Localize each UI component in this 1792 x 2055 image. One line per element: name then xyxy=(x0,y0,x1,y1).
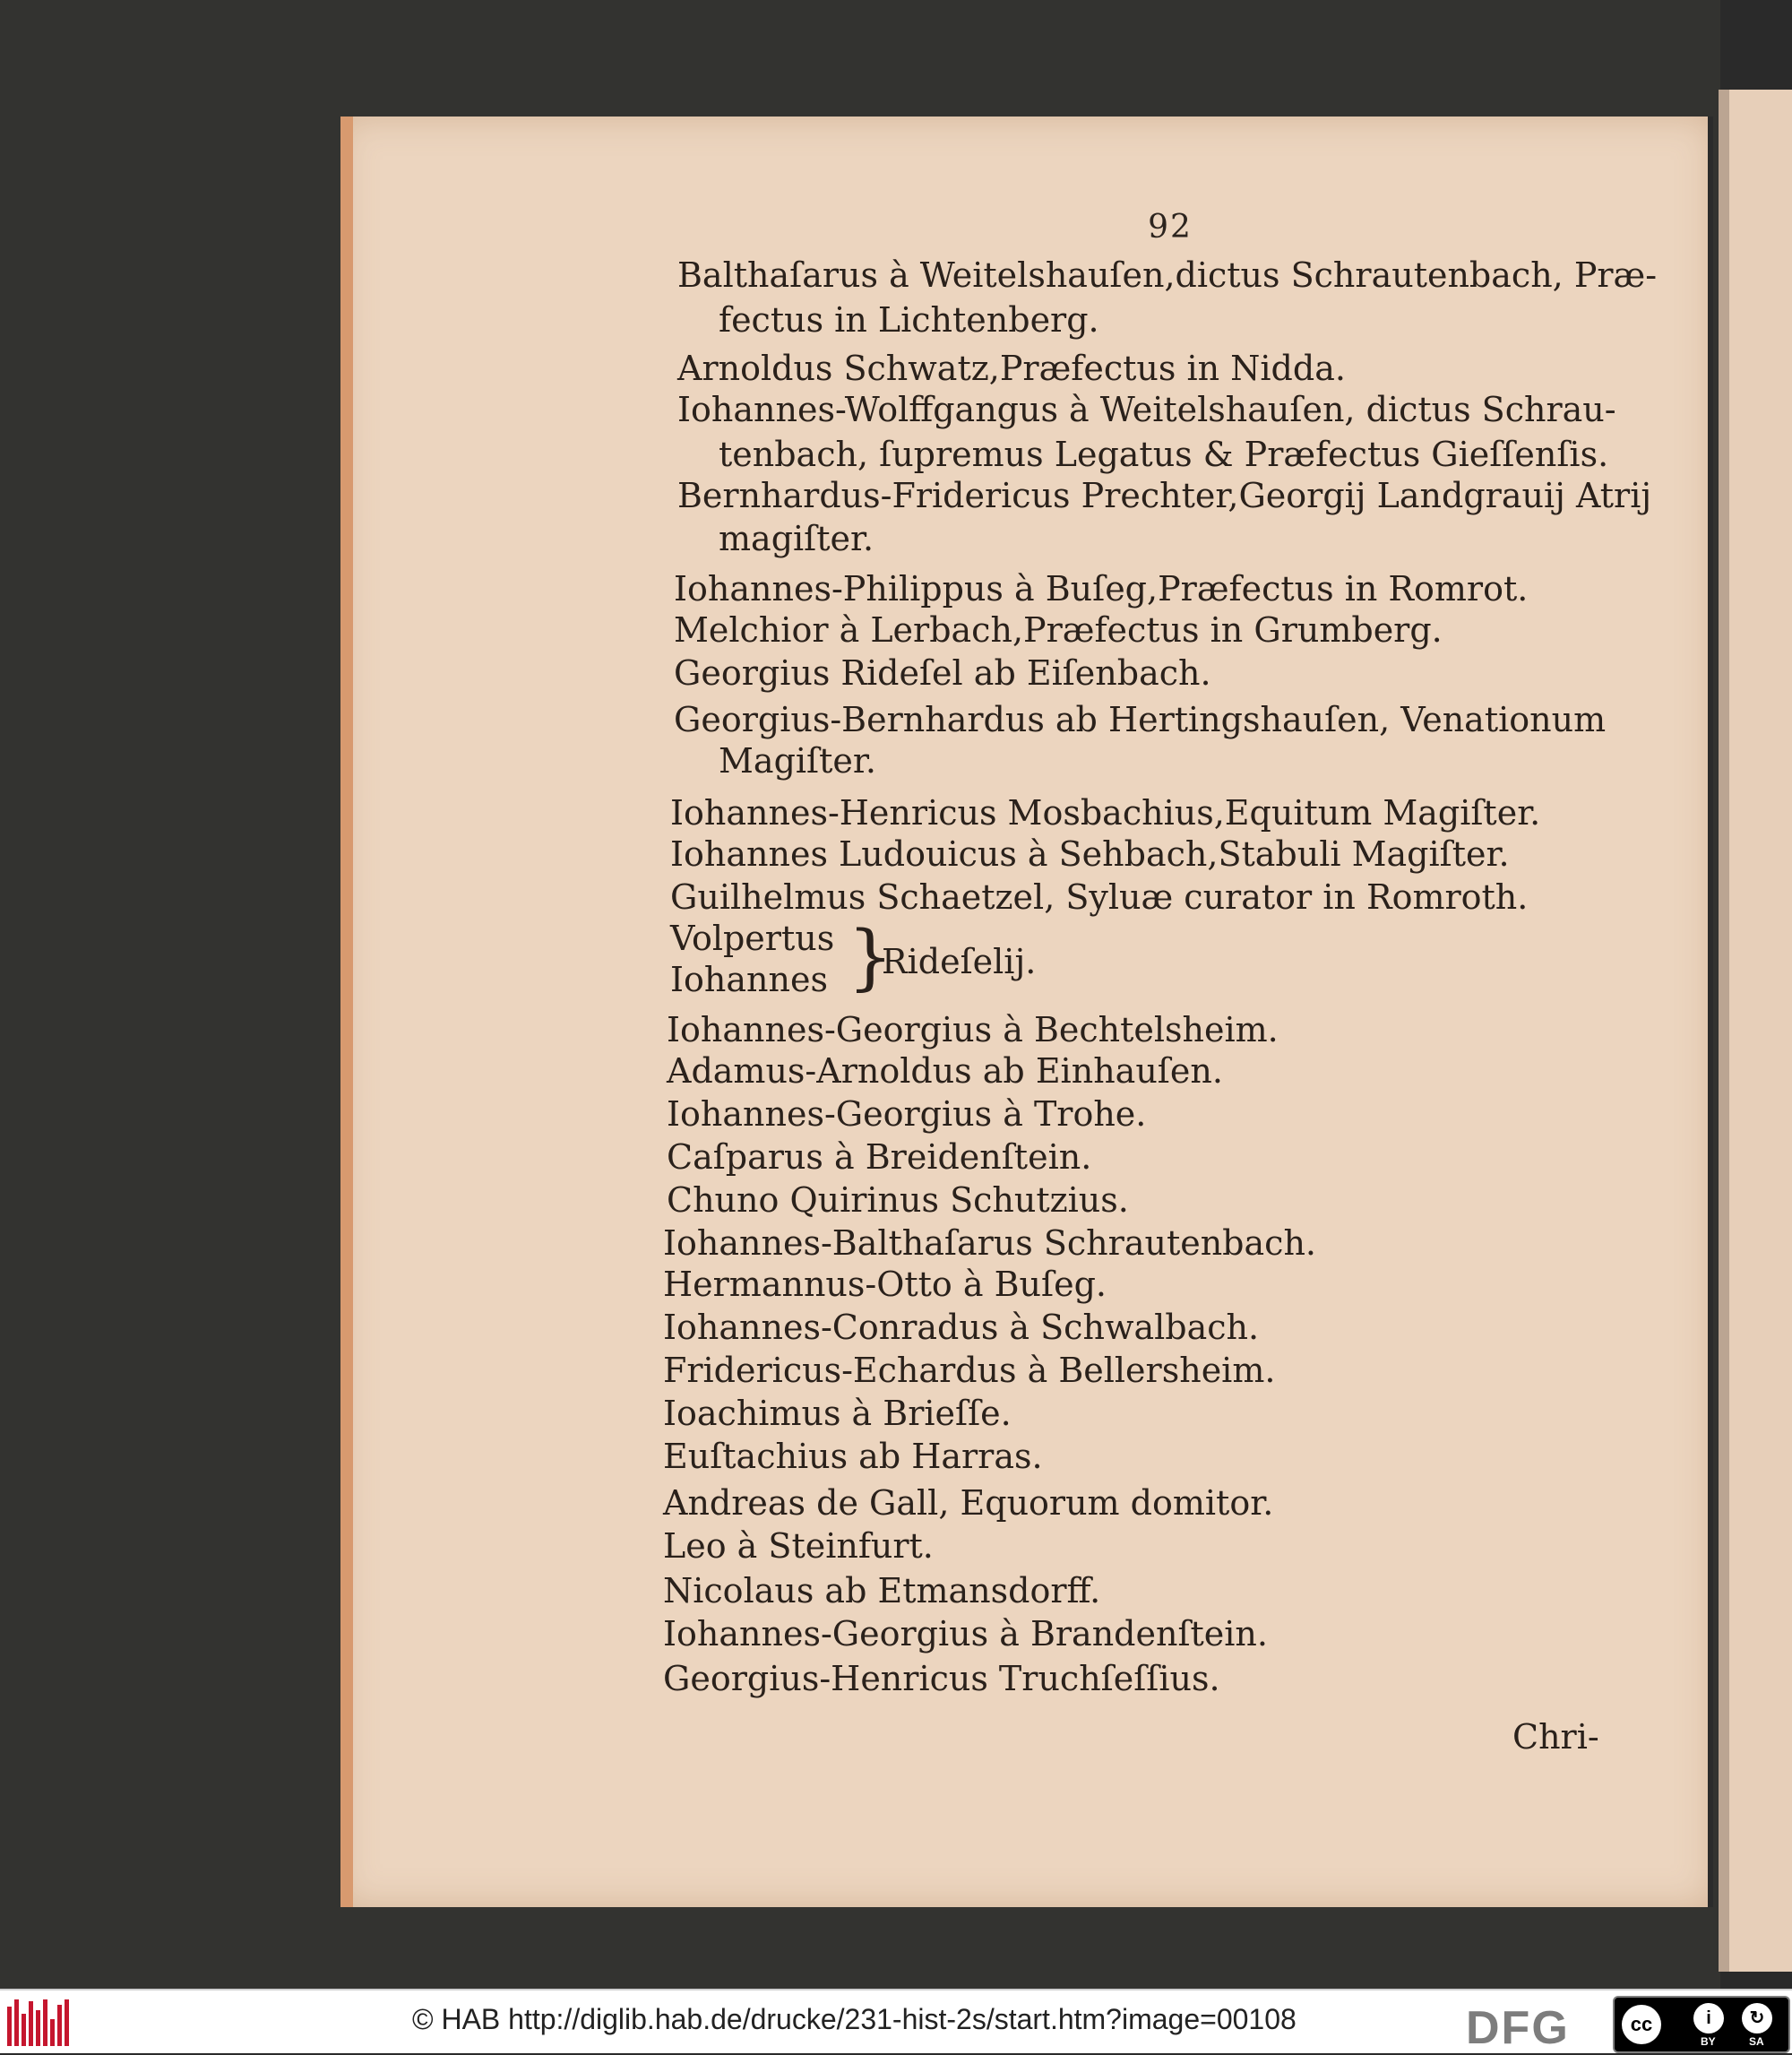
entry-line: Bernhardus-Fridericus Prechter,Georgij Landgrauij Atrij xyxy=(677,476,1652,515)
entry-line: Georgius Rideſel ab Eiſenbach. xyxy=(674,653,1211,693)
curly-brace: } xyxy=(848,915,893,998)
entry-line: Caſparus à Breidenſtein. xyxy=(667,1137,1092,1177)
bracketed-entry xyxy=(670,915,1136,1007)
entry-line: Chuno Quirinus Schutzius. xyxy=(667,1180,1129,1220)
entry-line: Iohannes-Georgius à Trohe. xyxy=(667,1094,1147,1134)
entry-line: Iohannes-Georgius à Bechtelsheim. xyxy=(667,1010,1279,1049)
entry-line: Arnoldus Schwatz,Præfectus in Nidda. xyxy=(677,349,1346,388)
entry-line: Iohannes-Conradus à Schwalbach. xyxy=(663,1308,1260,1347)
source-url-link[interactable]: © HAB http://diglib.hab.de/drucke/231-hist-2s/start.htm?image=00108 xyxy=(412,2003,1297,2035)
entry-line: tenbach, ſupremus Legatus & Præfectus Gieſſenſis. xyxy=(719,435,1609,474)
entry-line: Ioachimus à Brieſſe. xyxy=(663,1394,1012,1433)
entry-line: Iohannes-Wolffgangus à Weitelshauſen, dictus Schrau- xyxy=(677,390,1616,429)
entry-line: fectus in Lichtenberg. xyxy=(719,300,1099,340)
hab-barcode-logo-icon xyxy=(7,1999,75,2046)
entry-line: Iohannes Ludouicus à Sehbach,Stabuli Magiſter. xyxy=(670,834,1510,874)
entry-line: Andreas de Gall, Equorum domitor. xyxy=(663,1483,1274,1523)
page-number: 92 xyxy=(1148,209,1193,246)
bracket-name: Volpertus xyxy=(670,919,835,958)
entry-line: Iohannes-Balthaſarus Schrautenbach. xyxy=(663,1223,1316,1263)
entry-line: Guilhelmus Schaetzel, Syluæ curator in Romroth. xyxy=(670,877,1529,917)
by-label: BY xyxy=(1701,2035,1716,2048)
entry-line: Hermannus-Otto à Buſeg. xyxy=(663,1265,1107,1304)
entry-line: Fridericus-Echardus à Bellersheim. xyxy=(663,1351,1276,1390)
dfg-logo: DFG xyxy=(1466,2002,1570,2054)
entry-line: Melchior à Lerbach,Præfectus in Grumberg. xyxy=(674,610,1443,650)
entry-line: Adamus-Arnoldus ab Einhauſen. xyxy=(667,1051,1223,1091)
cc-license-badge[interactable] xyxy=(1613,1996,1790,2053)
entry-line: Balthaſarus à Weitelshauſen,dictus Schrautenbach, Præ- xyxy=(677,255,1658,295)
sa-icon: ↻ xyxy=(1742,2003,1772,2033)
entry-line: Iohannes-Philippus à Buſeg,Præfectus in Romrot. xyxy=(674,569,1529,609)
by-icon: i xyxy=(1693,2003,1724,2033)
footer-bar xyxy=(0,1989,1792,2053)
catchword: Chri- xyxy=(1512,1717,1599,1757)
entry-line: Magiſter. xyxy=(719,741,876,781)
entry-line: Nicolaus ab Etmansdorff. xyxy=(663,1571,1101,1610)
entry-line: Leo à Steinfurt. xyxy=(663,1526,934,1566)
bracket-name: Iohannes xyxy=(670,960,828,999)
entry-line: Iohannes-Georgius à Brandenſtein. xyxy=(663,1614,1268,1653)
bracketed-names xyxy=(670,918,834,1000)
entry-line: Georgius-Henricus Truchſeſſius. xyxy=(663,1659,1220,1698)
cc-icon: cc xyxy=(1622,2005,1661,2044)
bracket-shared-surname: Rideſelij. xyxy=(882,942,1037,981)
entry-line: Georgius-Bernhardus ab Hertingshauſen, Venationum xyxy=(674,700,1607,739)
entry-line: Iohannes-Henricus Mosbachius,Equitum Magiſter. xyxy=(670,793,1541,833)
entry-line: Euſtachius ab Harras. xyxy=(663,1437,1043,1476)
entry-line: magiſter. xyxy=(719,519,874,558)
sa-label: SA xyxy=(1749,2035,1764,2048)
